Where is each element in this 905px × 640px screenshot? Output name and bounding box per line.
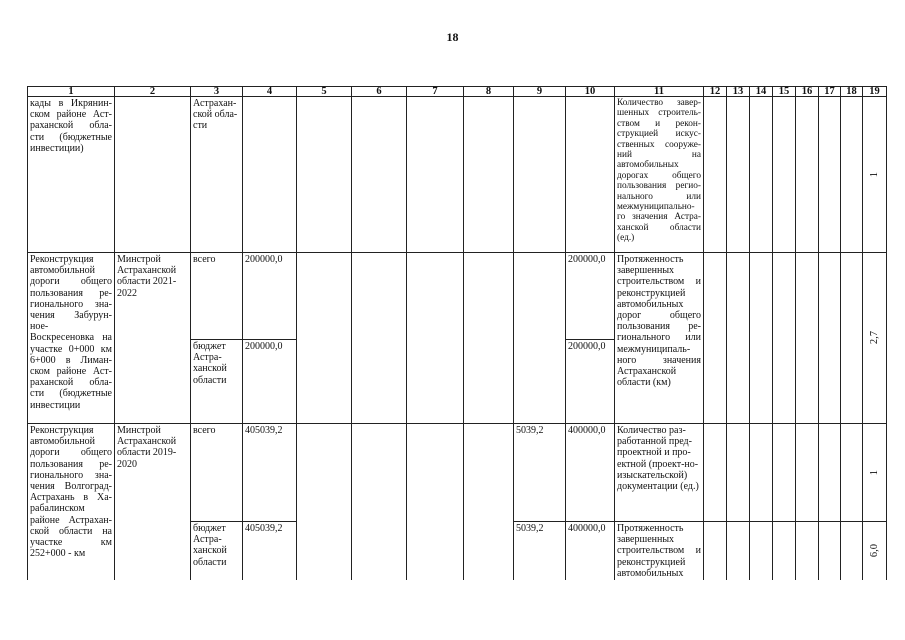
- funding-source-cell: бюджет Астра-ханской области: [190, 339, 243, 424]
- header-cell: 17: [818, 86, 841, 97]
- empty-cell: [726, 252, 750, 424]
- funding-source-cell: бюджет Астра-ханской области: [190, 521, 243, 580]
- amount-cell: 405039,2: [242, 521, 297, 580]
- object-name-cell: Реконструкция автомобильной дороги общего пользования ре-гионального зна-чения Волгоград-Астрахань в Ха-рабалинском районе Астрахан-ской области на участке км 252+000 - км: [27, 423, 115, 580]
- amount-cell: 200000,0: [242, 339, 297, 424]
- empty-cell: [818, 423, 841, 522]
- empty-cell: [749, 252, 773, 424]
- amount-cell: 200000,0: [565, 339, 615, 424]
- header-cell: 11: [614, 86, 704, 97]
- empty-cell: [513, 252, 566, 424]
- empty-cell: [703, 521, 727, 580]
- empty-cell: [772, 521, 796, 580]
- amount-cell: 200000,0: [565, 252, 615, 340]
- header-cell: 14: [749, 86, 773, 97]
- indicator-value-cell: [862, 521, 887, 580]
- funding-source-cell: всего: [190, 423, 243, 522]
- empty-cell: [351, 96, 407, 253]
- amount-cell: 5039,2: [513, 521, 566, 580]
- empty-cell: [463, 252, 514, 424]
- funding-source-cell: всего: [190, 252, 243, 340]
- empty-cell: [840, 252, 863, 424]
- empty-cell: [772, 96, 796, 253]
- empty-cell: [703, 252, 727, 424]
- amount-cell: 5039,2: [513, 423, 566, 522]
- header-cell: 13: [726, 86, 750, 97]
- empty-cell: [840, 96, 863, 253]
- empty-cell: [840, 521, 863, 580]
- header-cell: 7: [406, 86, 464, 97]
- indicator-value-cell: [862, 423, 887, 522]
- header-cell: 8: [463, 86, 514, 97]
- empty-cell: [406, 423, 464, 580]
- empty-cell: [772, 423, 796, 522]
- empty-cell: [114, 96, 191, 253]
- empty-cell: [749, 96, 773, 253]
- indicator-cell: Количество раз-работанной пред-проектной и про-ектной (проект-но-изыскательской) документации (ед.): [614, 423, 704, 522]
- object-name-cell: Реконструкция автомобильной дороги общего пользования ре-гионального зна-чения Забурун-ное-Воскресеновка на участке 0+000 км 6+000 в Лиман-ском районе Аст-раханской обла-сти (бюджетные инвестиции: [27, 252, 115, 424]
- header-cell: 15: [772, 86, 796, 97]
- page-number: 18: [446, 30, 459, 44]
- indicator-value: 2,7: [868, 331, 880, 345]
- amount-cell: 400000,0: [565, 521, 615, 580]
- empty-cell: [726, 423, 750, 522]
- header-cell: 9: [513, 86, 566, 97]
- header-cell: 1: [27, 86, 115, 97]
- empty-cell: [406, 252, 464, 424]
- amount-cell: 405039,2: [242, 423, 297, 522]
- empty-cell: [749, 423, 773, 522]
- indicator-value: 1: [868, 469, 880, 476]
- empty-cell: [772, 252, 796, 424]
- empty-cell: [296, 252, 352, 424]
- empty-cell: [703, 96, 727, 253]
- empty-cell: [840, 423, 863, 522]
- responsible-cell: Минстрой Астраханской области 2021-2022: [114, 252, 191, 424]
- empty-cell: [296, 423, 352, 580]
- header-cell: 6: [351, 86, 407, 97]
- empty-cell: [795, 423, 819, 522]
- empty-cell: [749, 521, 773, 580]
- funding-source-cell: Астрахан-ской обла-сти: [190, 96, 243, 253]
- amount-cell: 200000,0: [242, 252, 297, 340]
- empty-cell: [795, 521, 819, 580]
- header-cell: 18: [840, 86, 863, 97]
- indicator-cell: Протяженность завершенных строительством и реконструкцией автомобильных: [614, 521, 704, 580]
- empty-cell: [463, 96, 514, 253]
- indicator-value: 6,0: [868, 544, 880, 558]
- empty-cell: [242, 96, 297, 253]
- indicator-value-cell: [862, 96, 887, 253]
- empty-cell: [818, 96, 841, 253]
- header-cell: 2: [114, 86, 191, 97]
- header-cell: 5: [296, 86, 352, 97]
- responsible-cell: Минстрой Астраханской области 2019-2020: [114, 423, 191, 580]
- indicator-value-cell: [862, 252, 887, 424]
- empty-cell: [513, 96, 566, 253]
- empty-cell: [818, 521, 841, 580]
- empty-cell: [351, 423, 407, 580]
- empty-cell: [818, 252, 841, 424]
- empty-cell: [726, 521, 750, 580]
- header-cell: 3: [190, 86, 243, 97]
- header-cell: 10: [565, 86, 615, 97]
- empty-cell: [795, 252, 819, 424]
- empty-cell: [565, 96, 615, 253]
- indicator-value: 1: [868, 171, 880, 178]
- header-cell: 16: [795, 86, 819, 97]
- empty-cell: [406, 96, 464, 253]
- amount-cell: 400000,0: [565, 423, 615, 522]
- empty-cell: [726, 96, 750, 253]
- empty-cell: [703, 423, 727, 522]
- empty-cell: [296, 96, 352, 253]
- empty-cell: [795, 96, 819, 253]
- empty-cell: [351, 252, 407, 424]
- header-cell: 12: [703, 86, 727, 97]
- object-name-cell: кады в Икрянин-ском районе Аст-раханской обла-сти (бюджетные инвестиции): [27, 96, 115, 253]
- header-cell: 4: [242, 86, 297, 97]
- indicator-cell: Протяженность завершенных строительством и реконструкцией автомобильных дорог общего пользования ре-гионального или межмуниципаль-ного значения Астраханской области (км): [614, 252, 704, 424]
- header-cell: 19: [862, 86, 887, 97]
- indicator-cell: Количество завер-шенных строитель-ством и рекон-струкцией искус-ственных сооруже-ний на автомобильных дорогах общего пользования регио-нального или межмуниципально-го значения Астра-ханской области (ед.): [614, 96, 704, 253]
- empty-cell: [463, 423, 514, 580]
- data-table: [27, 86, 887, 580]
